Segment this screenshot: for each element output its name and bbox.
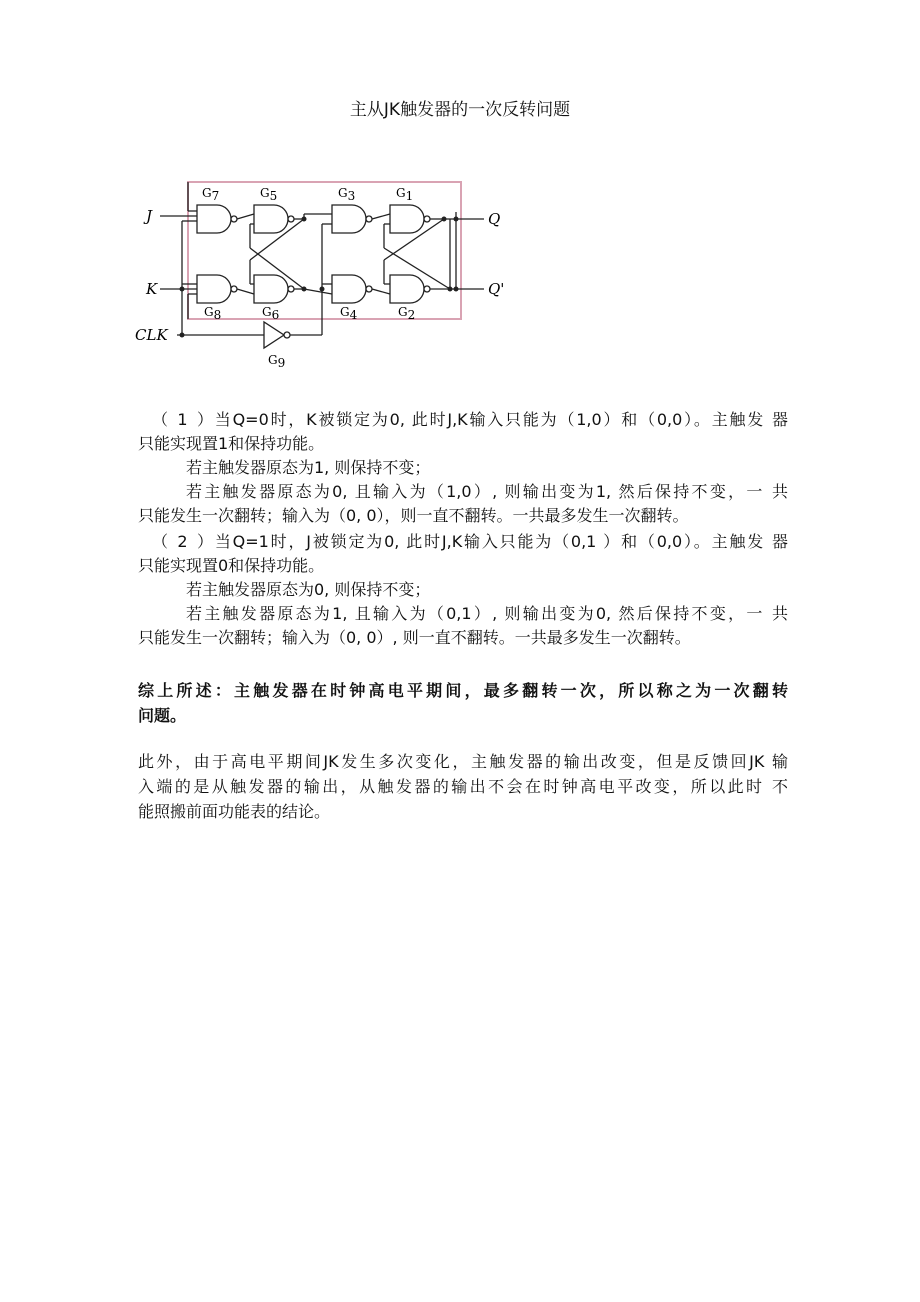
jk-flip-flop-circuit-diagram bbox=[132, 172, 512, 377]
input-clk-label: CLK bbox=[135, 326, 168, 344]
output-qn-label: Q' bbox=[488, 280, 505, 298]
section-1-line-2: 只能实现置1和保持功能。 bbox=[138, 434, 325, 453]
gate-label-g1: G1 bbox=[396, 186, 414, 203]
extra-paragraph bbox=[138, 749, 788, 824]
section-2-line-1: （2）当Q=1时，J被锁定为0, 此时J,K输入只能为（0,1 ）和（0,0）。主触发 器 bbox=[138, 530, 788, 554]
section-1-line-3: 若主触发器原态为1, 则保持不变； bbox=[186, 458, 431, 477]
section-1-number: （1） bbox=[152, 410, 213, 429]
gate-label-g2: G2 bbox=[398, 305, 416, 322]
nand-gate-g3 bbox=[332, 205, 366, 233]
nand-gate-g6 bbox=[254, 275, 288, 303]
section-1 bbox=[138, 408, 788, 528]
section-2-line-5: 只能发生一次翻转；输入为（0, 0）, 则一直不翻转。一共最多发生一次翻转。 bbox=[138, 628, 691, 647]
section-1-line-5: 只能发生一次翻转；输入为（0, 0），则一直不翻转。一共最多发生一次翻转。 bbox=[138, 506, 689, 525]
output-q-label: Q bbox=[488, 210, 501, 228]
gate-label-g5: G5 bbox=[260, 186, 278, 203]
section-2-line-2: 只能实现置0和保持功能。 bbox=[138, 556, 325, 575]
summary-line-1: 综上所述：主触发器在时钟高电平期间，最多翻转一次，所以称之为一次翻转 bbox=[138, 681, 788, 700]
section-2-line-4: 若主触发器原态为1, 且输入为（0,1）, 则输出变为0, 然后保持不变，一 共 bbox=[186, 604, 788, 623]
extra-line-3: 能照搬前面功能表的结论。 bbox=[138, 802, 331, 821]
nand-gate-g8 bbox=[197, 275, 231, 303]
gate-label-g4: G4 bbox=[340, 305, 358, 322]
nand-gate-g5 bbox=[254, 205, 288, 233]
gate-label-g9: G9 bbox=[268, 353, 286, 370]
inverter-gate-g9 bbox=[264, 322, 284, 348]
gate-label-g7: G7 bbox=[202, 186, 220, 203]
section-1-line-1: （1）当Q=0时，K被锁定为0, 此时J,K输入只能为（1,0）和（0,0）。主触发 器 bbox=[138, 408, 788, 432]
extra-line-2: 入端的是从触发器的输出，从触发器的输出不会在时钟高电平改变，所以此时 不 bbox=[138, 777, 788, 796]
gate-label-g3: G3 bbox=[338, 186, 356, 203]
gate-label-g6: G6 bbox=[262, 305, 280, 322]
input-j-label: J bbox=[146, 207, 153, 225]
section-1-line-4: 若主触发器原态为0, 且输入为（1,0）, 则输出变为1, 然后保持不变，一 共 bbox=[186, 482, 788, 501]
section-2-number: （2） bbox=[152, 532, 213, 551]
nand-gate-g4 bbox=[332, 275, 366, 303]
extra-line-1: 此外，由于高电平期间JK发生多次变化，主触发器的输出改变，但是反馈回JK 输 bbox=[138, 752, 788, 771]
gate-label-g8: G8 bbox=[204, 305, 222, 322]
summary-paragraph bbox=[138, 678, 788, 728]
section-2-line-3: 若主触发器原态为0, 则保持不变； bbox=[186, 580, 431, 599]
nand-gate-g1 bbox=[390, 205, 424, 233]
summary-line-2: 问题。 bbox=[138, 706, 187, 725]
input-k-label: K bbox=[146, 280, 158, 298]
nand-gate-g7 bbox=[197, 205, 231, 233]
nand-gate-g2 bbox=[390, 275, 424, 303]
page-title: 主从JK触发器的一次反转问题 bbox=[349, 100, 571, 120]
section-2 bbox=[138, 530, 788, 650]
